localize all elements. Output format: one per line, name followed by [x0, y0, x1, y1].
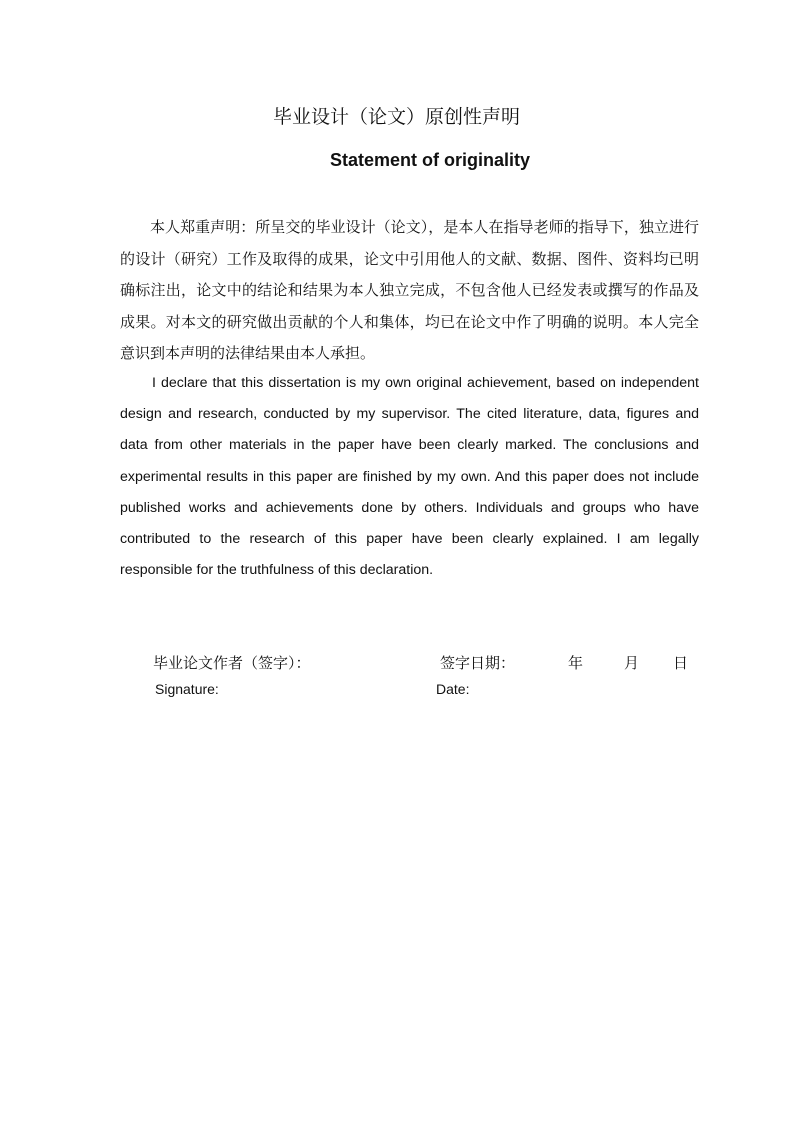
- date-label-en: Date:: [436, 681, 470, 697]
- signature-label-en: Signature:: [155, 681, 219, 697]
- year-label: 年: [568, 654, 584, 672]
- page-title-english: Statement of originality: [329, 150, 531, 170]
- page-title-chinese: 毕业设计（论文）原创性声明: [272, 106, 520, 128]
- declaration-paragraph-chinese: 本人郑重声明：所呈交的毕业设计（论文），是本人在指导老师的指导下，独立进行的设计（研究）工作及取得的成果，论文中引用他人的文献、数据、图件、资料均已明确标注出，论文中的结论和结果为本人独立完成，不包含他人已经发表或撰写的作品及成果。对本文的研究做出贡献的个人和集体，均已在论文中作了明确的说明。本人完全意识到本声明的法律结果由本人承担。: [120, 218, 699, 362]
- day-label: 日: [673, 654, 689, 672]
- signature-date-label-cn: 签字日期：: [440, 654, 516, 672]
- month-label: 月: [624, 654, 640, 672]
- declaration-paragraph-english: I declare that this dissertation is my own original achievement, based on independent design and research, conducted by my supervisor. The cited literature, data, figures and data from other materials in the paper have been clearly marked. The conclusions and experimental results in this paper are finished by my own. And this paper does not include published works and achievements done by others. Individuals and groups who have contributed to the research of this paper have been clearly explained. I am legally responsible for the truthfulness of this declaration.: [120, 375, 699, 579]
- author-signature-label-cn: 毕业论文作者（签字）：: [153, 654, 311, 672]
